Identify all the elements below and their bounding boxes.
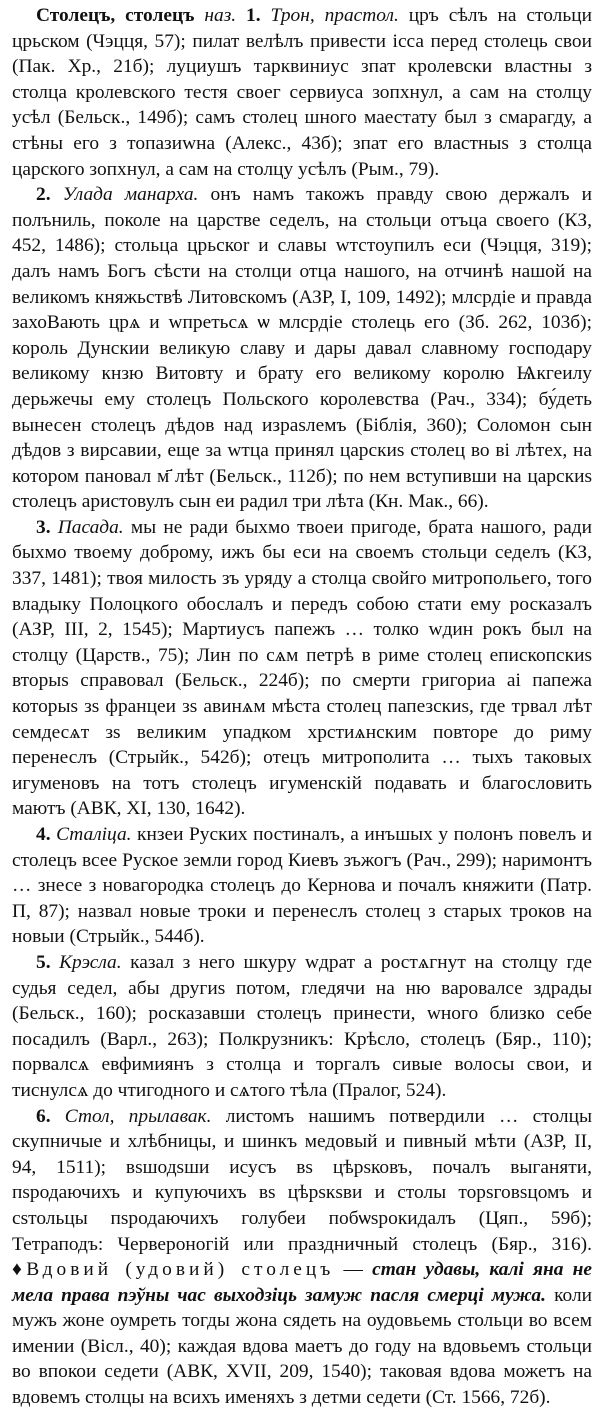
sense-5 [12,950,592,1104]
sense-text: казал з него шкуру wдрат а ростѧгнут на столцу где судья седел, абы другиs потом, гледячи на ню варовалсе здрады (Бельск., 160); росказавши столецъ принести, wного близко себе посадилъ (Варл., 263); Полкрузникъ: Крѣсло, столецъ (Бяр., 110); порвалсѧ евфимиянъ з столца и торгалъ сивые волосы свои, и тиснулсѧ до чтигодного и сѧтого тѣла (Пралог, 524). [12,951,592,1101]
sense-gloss: Трон, прастол. [270,5,399,26]
sense-text: онъ намъ такожъ правду свою держалъ и полъниль, поколе на царстве седелъ, на стольци отъца своего (КЗ, 452, 1486); стольца црьскоr и славы wтстоупилъ еси (Чэцця, 319); далъ намъ Богъ сѣсти на столци отца нашого, на отчинѣ нашой на великомъ княжьствѣ Литовскомъ (АЗР, I, 109, 1492); млсрдіе и правда захоВають црѧ и wпретьсѧ ѡ млсрдіе столець его (Зб. 262, 103б); король Дунскии великую славу и дары давал славному господару великому кнзю Витовту и брату его великому королю Ѩкгеилу дерьжечы ему столецъ Польского королевства (Рач., 334); бу́деть вынесен столецъ дѣдов над израsлемъ (Біблія, 360); Соломон сын дѣдов з вирсавии, еще за wтца принял царскиs столец во ві лѣтех, на котором пановал м҃ лѣт (Бельск., 112б); по нем вступивши на царскиs столецъ аристовулъ сын еи радил три лѣта (Кн. Мак., 66). [12,184,592,513]
sense-text: мы не ради быхмо твоеи пригоде, брата нашого, ради быхмо твоему доброму, ижъ бы еси на своемъ стольци седелъ (КЗ, 337, 1481); твоя милость зъ уряду а столца свойго митропольего, того владыку Полоцкого обослалъ и передъ собою стати ему росказалъ (АЗР, III, 2, 1545); Мартиусъ папежъ … толко wдин рокъ был на столцу (Царств., 75); Лин по сѧм петрѣ в риме столец епископскиs вторыs справовал (Бельск., 224б); по смерти григориа аі папежа которыs зs францеи зs авинѧм мѣста столец папезскиs, где трвал лѣт семдесѧт зs великим упадком хрстиѧнским повторе до риму перенеслъ (Стрыйк., 542б); отецъ митрополита … тыхъ таковых игуменовъ на тотъ столецъ игуменскій подавать и благословить маютъ (АВК, XI, 130, 1642). [12,516,592,820]
phrase-text: коли мужъ жоне оумреть тогды жона сядеть на оудовьемь стольци во всем имении (Вісл., 40); каждая вдова маетъ до году на вдовьемъ стольци во впокои седети (АВК, XVII, 209, 1540); таковая вдова можетъ на вдовемъ столцы на всихъ именяхъ з детми седети (Ст. 1566, 72б). [12,1284,592,1409]
sense-number: 1. [246,5,261,26]
sense-text: кнзеи Руских постиналъ, а инъшых у полонъ повелъ и столецъ всее Руское земли город Киевъ зъжогъ (Рач., 299); наримонтъ … знесе з новагородка столецъ до Кернова и почалъ княжити (Патр. П, 87); назвал новые троки и перенеслъ столец з старых троков на новыи (Стрыйк., 544б). [12,824,592,948]
sense-number: 2. [36,184,51,206]
sense-1 [12,3,592,182]
sense-number: 5. [36,951,51,973]
sense-gloss: Улада манарха. [62,184,199,206]
sense-3 [12,515,592,822]
sense-number: 3. [36,516,51,538]
sense-gloss: Сталіца. [56,824,132,845]
sense-number: 4. [36,824,51,845]
phrase-term: Вдовий (удовий) столецъ [26,1259,335,1281]
sense-2 [12,182,592,515]
sense-6 [12,1104,592,1411]
sense-text: цръ сѣлъ на стольци црьском (Чэцця, 57); пилат велѣлъ привести ісса перед столець свои (Пак. Хр., 21б); луциушъ тарквиниуc зпат кролевски властны з столца кролевского тестя своег сервиуса зопхнул, а сам на столцу усѣл (Бельск., 149б); самъ столец шного маестату был з смарагду, а стѣны его з топазиwна (Алекс., 43б); зпат его властныs з столца царского зопхнул, а сам на столцу усѣлъ (Рым., 79). [12,5,592,180]
sense-gloss: Пасада. [57,516,124,538]
sense-4 [12,822,592,950]
sense-gloss: Стол, прылавак. [64,1105,212,1127]
sense-text: листомъ нашимъ потвердили … столцы скупничые и хлѣбницы, и шинкъ медовый и пивный мѣти (АЗР, II, 94, 1511); вsшодsши исусъ вs цѣрsковъ, почалъ выганяти, пsродаючихъ и купуючихъ вs цѣрsкsви и столы торsговsцомъ и сsтольцы пsродаючихъ голубеи побѡsрокидалъ (Цяп., 59б); Тетраподъ: Черверонoгій или праздничный столецъ (Бяр., 316). [12,1105,592,1255]
sense-number: 6. [36,1105,51,1127]
sense-gloss: Крэсла. [59,951,122,973]
headword: Столецъ, столецъ [36,5,195,26]
phrase-definition: стан удавы, калі яна не мела права пэўны час выходзіць замуж пасля смерці мужа. [12,1259,592,1306]
phrase-dash: — [343,1259,363,1281]
phrase-marker-icon: ♦ [12,1259,27,1281]
part-of-speech: наз. [204,5,237,26]
